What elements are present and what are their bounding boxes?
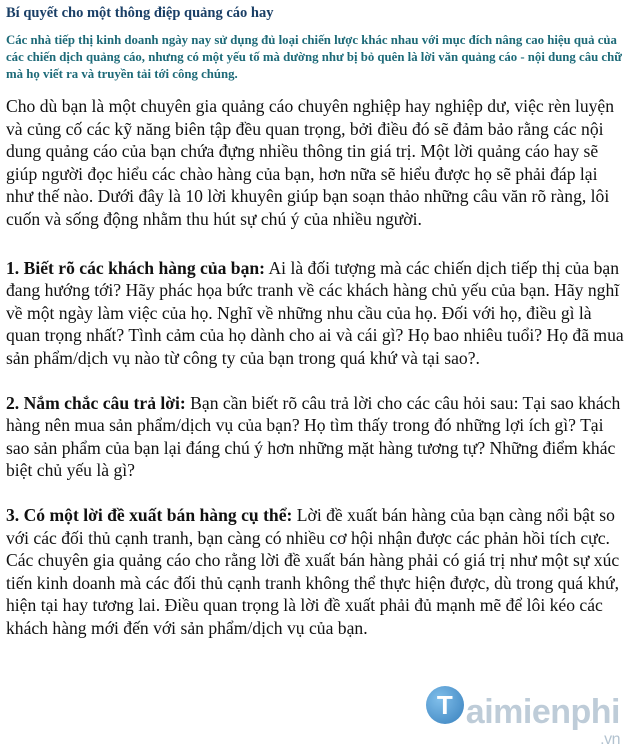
section-3-heading: 3. Có một lời đề xuất bán hàng cụ thể: [6,504,293,525]
section-2-heading: 2. Nắm chắc câu trả lời: [6,392,186,413]
article-title: Bí quyết cho một thông điệp quảng cáo hay [6,5,274,21]
section-1-body: Ai là đối tượng mà các chiến dịch tiếp thị của bạn đang hướng tới? Hãy phác họa bức tranh về các khách hàng chủ yếu của bạn. Hãy nghĩ về một ngày làm việc của họ. Nghĩ về những nhu cầu của họ. Đối với họ, điều gì là quan trọng nhất? Tình cảm của họ dành cho ai và cái gì? Họ bao nhiêu tuổi? Họ đã mua sản phẩm/dịch vụ nào từ công ty của bạn trong quá khứ và tại sao?. [6,257,624,368]
section-2-body: Bạn cần biết rõ câu trả lời cho các câu hỏi sau: Tại sao khách hàng nên mua sản phẩm/dịch vụ của bạn? Họ tìm thấy trong đó những lợi ích gì? Tại sao sản phẩm của bạn lại đáng chú ý hơn những mặt hàng tương tự? Những điểm khác biệt chủ yếu là gì? [6,392,621,481]
section-1-heading: 1. Biết rõ các khách hàng của bạn: [6,257,266,278]
section-3-body: Lời đề xuất bán hàng của bạn càng nổi bật so với các đối thủ cạnh tranh, bạn càng có nhiều cơ hội nhận được các phản hồi tích cực. Các chuyên gia quảng cáo cho rằng lời đề xuất bán hàng phải có giá trị như một sự xúc tiến kinh doanh mà các đối thủ cạnh tranh không thể thực hiện được, dù trong quá khứ, hiện tại hay tương lai. Điều quan trọng là lời đề xuất phải đủ mạnh mẽ để lôi kéo các khách hàng mới đến với sản phẩm/dịch vụ của bạn. [6,504,620,638]
intro-paragraph: Cho dù bạn là một chuyên gia quảng cáo chuyên nghiệp hay nghiệp dư, việc rèn luyện và củng cố các kỹ năng biên tập đều quan trọng, bởi điều đó sẽ đảm bảo rằng các nội dung quảng cáo của bạn chứa đựng nhiều thông tin giá trị. Một lời quảng cáo hay sẽ giúp người đọc hiểu các chào hàng của bạn, hơn nữa sẽ hiểu được họ sẽ phải đáp lại như thế nào. Dưới đây là 10 lời khuyên giúp bạn soạn thảo những câu văn rõ ràng, lôi cuốn và sống động nhằm thu hút sự chú ý của nhiều người. [6,96,615,229]
watermark-letter: T [436,690,453,720]
section-1 [6,257,624,370]
section-3 [6,504,624,640]
watermark-suffix: .vn [600,731,620,748]
article-lead: Các nhà tiếp thị kinh doanh ngày nay sử dụng đủ loại chiến lược khác nhau với mục đích nâng cao hiệu quả của các chiến dịch quảng cáo, nhưng có một yếu tố mà dường như bị bỏ quên là lời văn quảng cáo - nội dung câu chữ mà họ viết ra và truyền tải tới công chúng. [6,33,622,81]
section-2 [6,392,624,482]
watermark-name: aimienphi [465,693,620,731]
